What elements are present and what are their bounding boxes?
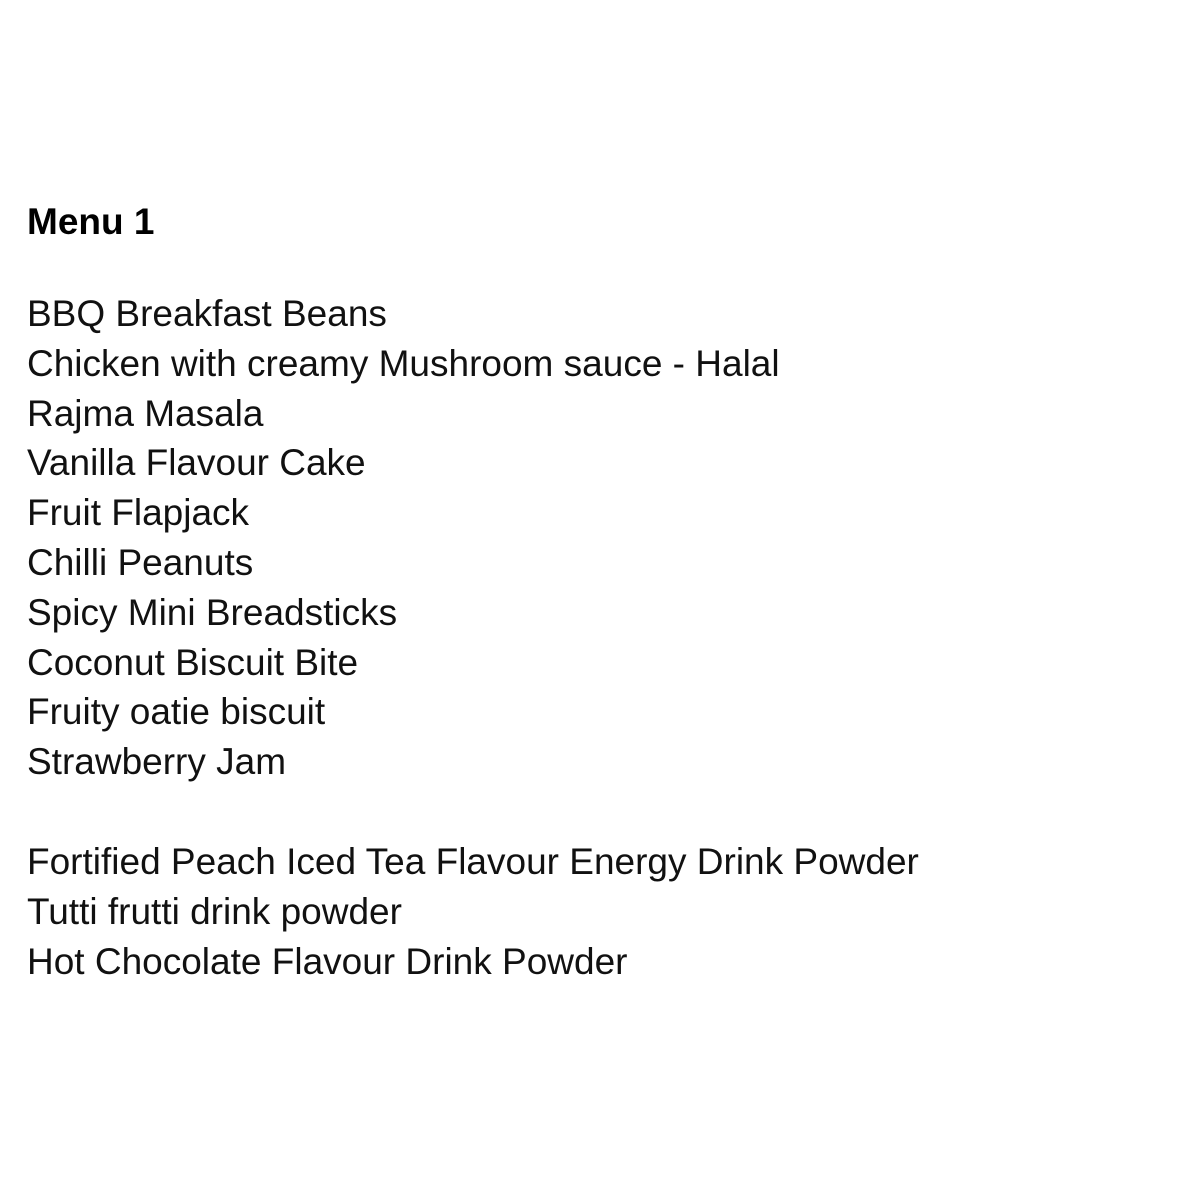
- list-item: Strawberry Jam: [27, 741, 287, 783]
- list-item: Fortified Peach Iced Tea Flavour Energy Drink Powder: [27, 841, 919, 882]
- list-item: Tutti frutti drink powder: [27, 890, 402, 932]
- list-item: Chicken with creamy Mushroom sauce - Halal: [27, 342, 780, 384]
- list-item: BBQ Breakfast Beans: [27, 293, 387, 334]
- food-item-list: [27, 289, 780, 787]
- list-item: Spicy Mini Breadsticks: [27, 591, 398, 633]
- menu-title: Menu 1: [27, 201, 155, 242]
- list-item: Fruity oatie biscuit: [27, 691, 326, 733]
- drink-item-list: [27, 837, 919, 986]
- list-item: Vanilla Flavour Cake: [27, 442, 366, 484]
- list-item: Hot Chocolate Flavour Drink Powder: [27, 940, 628, 982]
- list-item: Chilli Peanuts: [27, 541, 254, 583]
- list-item: Coconut Biscuit Bite: [27, 641, 359, 683]
- list-item: Fruit Flapjack: [27, 492, 250, 534]
- list-item: Rajma Masala: [27, 392, 264, 434]
